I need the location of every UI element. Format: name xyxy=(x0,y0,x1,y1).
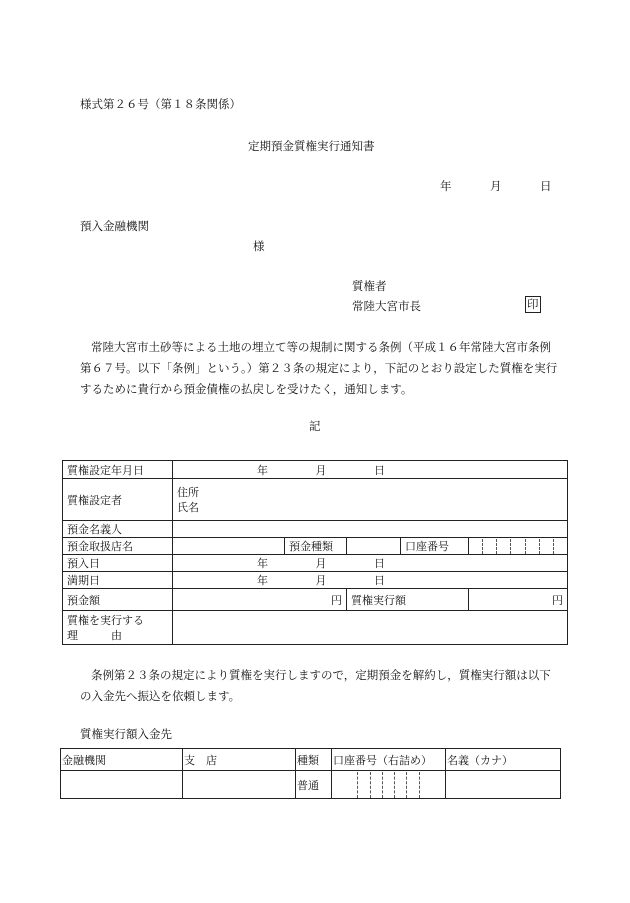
branch-label: 預金取扱店名 xyxy=(63,538,173,555)
recipient-honorific: 様 xyxy=(253,239,265,253)
maturity-day: 日 xyxy=(374,574,385,587)
payee-holder-value[interactable] xyxy=(446,771,561,799)
exec-amount-value[interactable] xyxy=(469,589,568,611)
payee-table xyxy=(60,748,561,799)
seal-label: 印 xyxy=(527,297,539,311)
pledge-details-table xyxy=(62,460,568,645)
branch-value[interactable] xyxy=(173,538,285,555)
payee-header-bank: 金融機関 xyxy=(61,749,183,771)
address-label: 住所 xyxy=(177,485,199,499)
body-paragraph: 常陸大宮市土砂等による土地の埋立て等の規制に関する条例（平成１６年常陸大宮市条例第６７号。以下「条例」という。）第２３条の規定により，下記のとおり設定した質権を実行するために貴行から預金債権の払戻しを受けたく，通知します。 xyxy=(80,340,558,396)
setting-date-value[interactable] xyxy=(173,461,568,479)
maturity-value[interactable] xyxy=(173,572,568,589)
amount-label: 預金額 xyxy=(63,589,173,611)
exec-amount-label: 質権実行額 xyxy=(347,589,469,611)
deposit-type-label: 預金種類 xyxy=(285,538,347,555)
holder-label: 預金名義人 xyxy=(63,521,173,538)
maturity-year: 年 xyxy=(257,574,268,587)
date-year: 年 xyxy=(440,179,452,193)
holder-value[interactable] xyxy=(173,521,568,538)
payee-header-type: 種類 xyxy=(296,749,332,771)
amount-yen: 円 xyxy=(331,593,342,607)
exec-amount-yen: 円 xyxy=(552,593,563,607)
recipient-institution: 預入金融機関 xyxy=(80,219,149,233)
reason-label xyxy=(63,611,173,645)
setting-month: 月 xyxy=(315,463,327,477)
account-number-label: 口座番号 xyxy=(401,538,469,555)
setting-date-label: 質権設定年月日 xyxy=(63,461,173,479)
setter-label: 質権設定者 xyxy=(63,479,173,521)
deposit-month: 月 xyxy=(315,557,327,570)
payee-header-account: 口座番号（右詰め） xyxy=(332,749,446,771)
payee-bank-value[interactable] xyxy=(61,771,183,799)
sender-name: 常陸大宮市長 xyxy=(352,299,421,313)
deposit-date-label: 預入日 xyxy=(63,555,173,572)
document-title: 定期預金質権実行通知書 xyxy=(248,139,375,153)
form-number: 様式第２６号（第１８条関係） xyxy=(80,97,241,111)
date-day: 日 xyxy=(540,179,552,193)
payee-account-value[interactable] xyxy=(332,771,446,799)
account-number-value[interactable] xyxy=(469,538,568,555)
deposit-day: 日 xyxy=(374,557,385,570)
reason-label-line1: 質権を実行する xyxy=(67,613,144,627)
payee-type-value: 普通 xyxy=(296,771,332,799)
setting-day: 日 xyxy=(374,463,385,477)
date-month: 月 xyxy=(490,179,502,193)
deposit-year: 年 xyxy=(257,557,268,570)
ki-heading: 記 xyxy=(309,419,321,433)
closing-paragraph: 条例第２３条の規定により質権を実行しますので，定期預金を解約し，質権実行額は以下の入金先へ振込を依頼します。 xyxy=(80,668,551,703)
setting-year: 年 xyxy=(257,463,268,477)
deposit-date-value[interactable] xyxy=(173,555,568,572)
reason-label-line2: 理 由 xyxy=(67,628,122,642)
payee-branch-value[interactable] xyxy=(183,771,296,799)
maturity-label: 満期日 xyxy=(63,572,173,589)
setter-value[interactable] xyxy=(173,479,568,521)
reason-value[interactable] xyxy=(173,611,568,645)
payee-header-holder-kana: 名義（カナ） xyxy=(446,749,561,771)
sender-role: 質権者 xyxy=(352,279,387,293)
deposit-type-value[interactable] xyxy=(347,538,401,555)
maturity-month: 月 xyxy=(315,574,327,587)
amount-value[interactable] xyxy=(173,589,347,611)
payee-header-branch: 支 店 xyxy=(183,749,296,771)
seal-mark xyxy=(525,296,541,313)
name-label: 氏名 xyxy=(177,500,199,514)
payee-heading: 質権実行額入金先 xyxy=(80,727,172,741)
